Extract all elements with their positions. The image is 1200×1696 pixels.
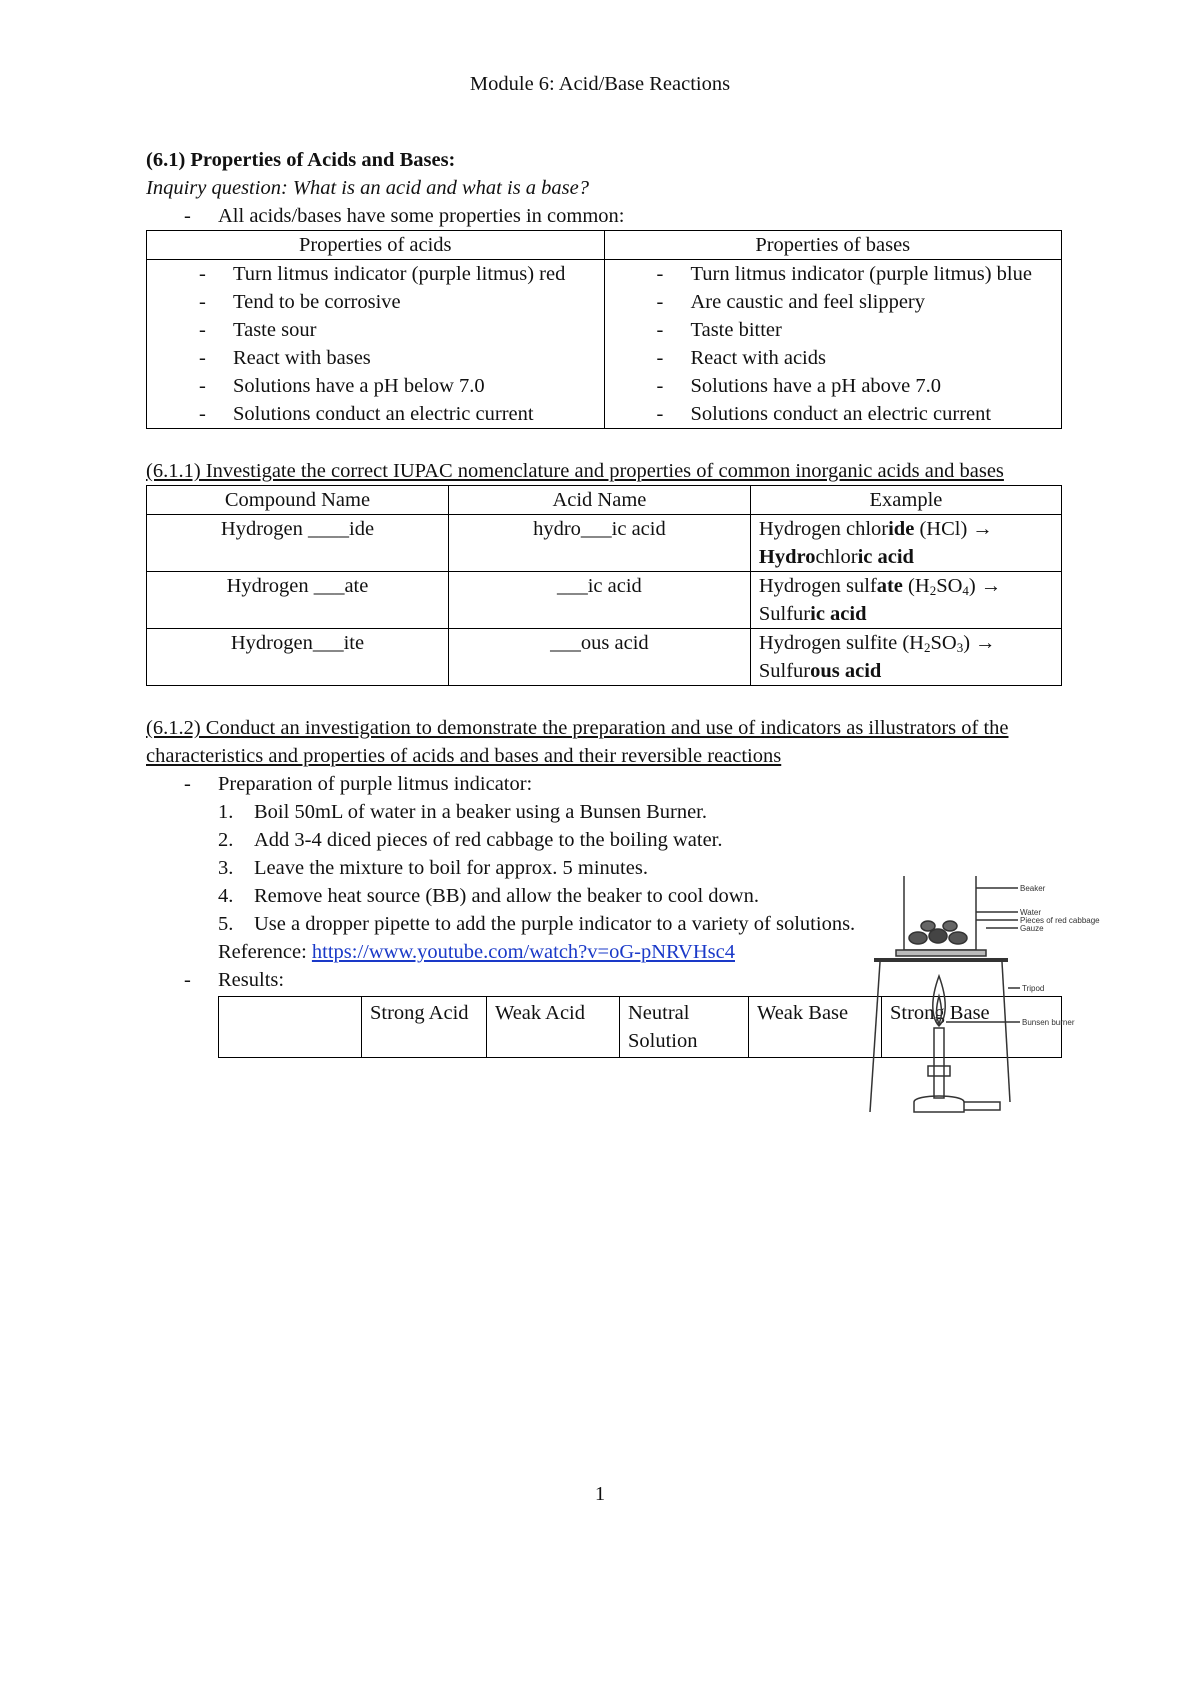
list-item: - Tend to be corrosive [199, 291, 401, 313]
section-611-heading: (6.1.1) Investigate the correct IUPAC nomenclature and properties of common inorganic acids and bases [146, 460, 1004, 482]
diagram-label: Pieces of red cabbage [1020, 916, 1100, 925]
section-612-heading: (6.1.2) Conduct an investigation to demonstrate the preparation and use of indicators as illustrators of the characteristics and properties of acids and bases and their reversible reactions [146, 717, 1009, 767]
list-item: - Turn litmus indicator (purple litmus) blue [656, 263, 1032, 285]
steps-list [146, 798, 886, 938]
list-item: - Solutions have a pH below 7.0 [199, 375, 485, 397]
list-item: - Taste sour [199, 319, 317, 341]
diagram-label: Gauze [1020, 924, 1044, 933]
bases-properties [604, 260, 1062, 429]
acids-properties [147, 260, 605, 429]
acid-name-header: Acid Name [448, 486, 750, 515]
list-item: - Solutions conduct an electric current [199, 403, 534, 425]
results-table: Strong Acid Weak Acid Neutral Solution Weak Base Strong Base [218, 996, 1062, 1058]
results-label: - Results: [184, 969, 285, 991]
list-item: - Solutions conduct an electric current [656, 403, 992, 425]
diagram-label: Beaker [1020, 884, 1046, 893]
diagram-label: Water [1020, 908, 1042, 917]
table-row: Hydrogen ____ide hydro___ic acid Hydrogen chloride (HCl) → Hydrochloric acid [147, 515, 1062, 572]
list-item: - React with acids [656, 347, 826, 369]
list-item: - Are caustic and feel slippery [656, 291, 926, 313]
list-item: - Solutions have a pH above 7.0 [656, 375, 942, 397]
page-content [146, 146, 1100, 1058]
list-item: - Taste bitter [656, 319, 782, 341]
page-number: 1 [594, 1483, 606, 1505]
bunsen-burner-diagram [868, 866, 1108, 1126]
reference-link[interactable]: https://www.youtube.com/watch?v=oG-pNRVHsc4 [311, 941, 735, 963]
list-item: 5. Use a dropper pipette to add the purple indicator to a variety of solutions. [218, 913, 856, 935]
page-title: Module 6: Acid/Base Reactions [469, 73, 731, 95]
section-61-heading: (6.1) Properties of Acids and Bases: [146, 149, 456, 171]
iupac-table [146, 485, 1062, 686]
properties-table [146, 230, 1062, 429]
list-item: 3. Leave the mixture to boil for approx. 5 minutes. [218, 857, 648, 879]
compound-name-header: Compound Name [147, 486, 449, 515]
acids-header: Properties of acids [147, 231, 605, 260]
list-item: 2. Add 3-4 diced pieces of red cabbage to the boiling water. [218, 829, 723, 851]
diagram-label: Tripod [1022, 984, 1045, 993]
list-item: 4. Remove heat source (BB) and allow the beaker to cool down. [218, 885, 759, 907]
list-item: - React with bases [199, 347, 371, 369]
reference-line: Reference: https://www.youtube.com/watch?v=oG-pNRVHsc4 [218, 941, 735, 963]
list-item: 1. Boil 50mL of water in a beaker using a Bunsen Burner. [218, 801, 707, 823]
inquiry-question: Inquiry question: What is an acid and what is a base? [146, 177, 590, 199]
intro-line: - All acids/bases have some properties in common: [184, 205, 625, 227]
table-row: Hydrogen ___ate ___ic acid Hydrogen sulfate $(H_2SO_4)$ → Sulfuric acid [147, 572, 1062, 629]
bases-header: Properties of bases [604, 231, 1062, 260]
diagram-label: Bunsen burner [1022, 1018, 1075, 1027]
example-header: Example [750, 486, 1061, 515]
table-row: Hydrogen___ite ___ous acid Hydrogen sulfite $(H_2SO_3)$ → Sulfurous acid [147, 629, 1062, 686]
list-item: - Turn litmus indicator (purple litmus) red [199, 263, 566, 285]
prep-label: - Preparation of purple litmus indicator: [184, 773, 533, 795]
